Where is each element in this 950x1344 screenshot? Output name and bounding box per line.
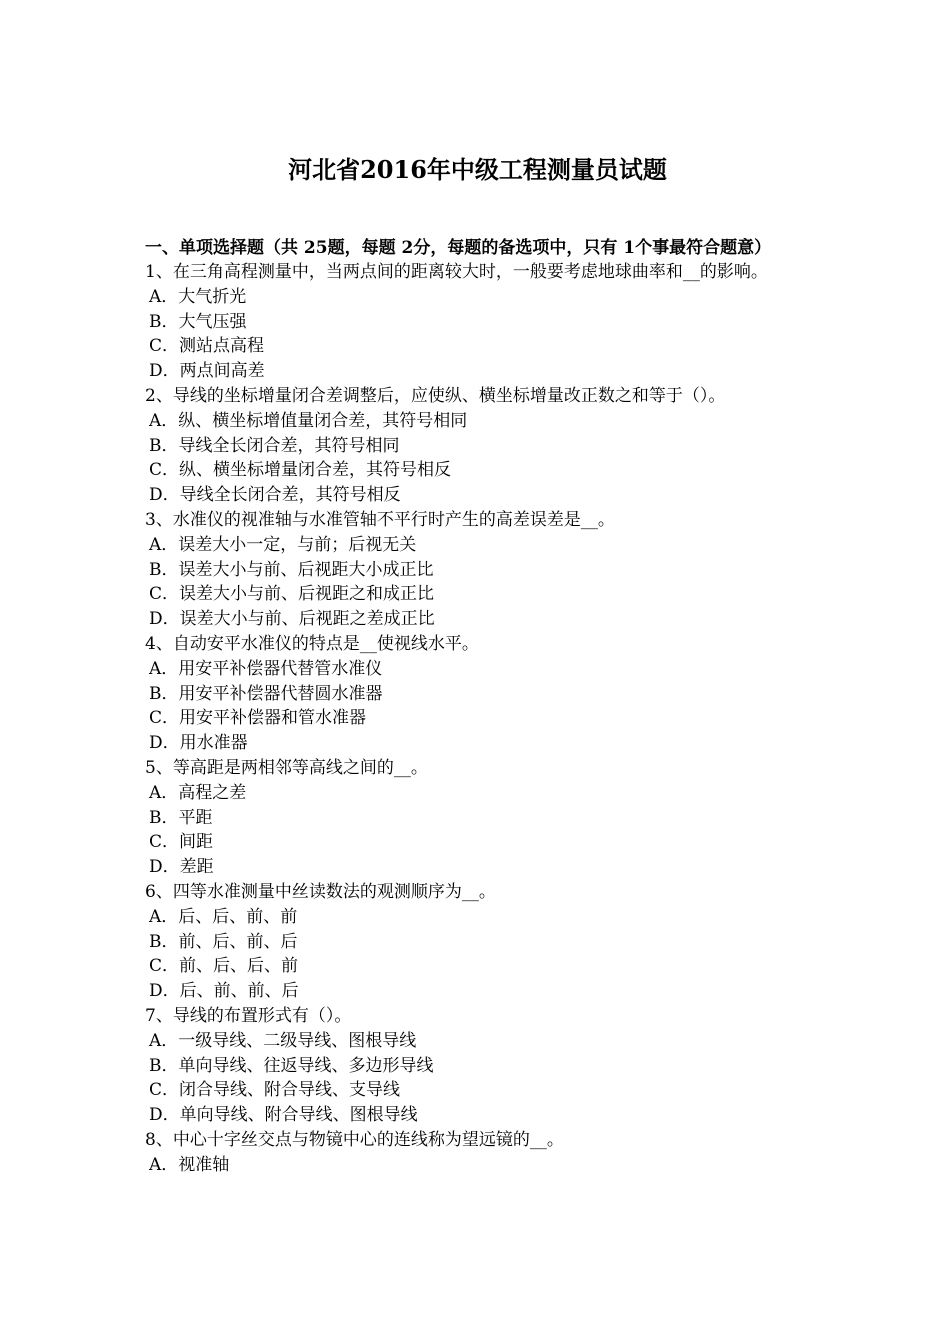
question-text: 5、等高距是两相邻等高线之间的__。 [145,757,428,778]
page-title: 河北省2016年中级工程测量员试题 [288,155,667,184]
question-text: 4、自动安平水准仪的特点是__使视线水平。 [145,633,479,654]
answer-option: A．高程之差 [149,782,247,803]
answer-option: A．误差大小一定，与前；后视无关 [149,534,417,555]
answer-option: D．单向导线、附合导线、图根导线 [149,1105,418,1126]
answer-option: C．纵、横坐标增量闭合差，其符号相反 [149,460,452,481]
answer-option: C．前、后、后、前 [149,956,299,977]
answer-option: D．两点间高差 [149,361,265,382]
question-text: 6、四等水准测量中丝读数法的观测顺序为__。 [145,881,496,902]
question-list [145,260,810,1177]
answer-option: B．单向导线、往返导线、多边形导线 [149,1055,434,1076]
answer-option: B．导线全长闭合差，其符号相同 [149,435,400,456]
answer-option: A．后、后、前、前 [149,906,298,927]
answer-option: D．后、前、前、后 [149,981,299,1002]
answer-option: A．视准轴 [149,1154,230,1175]
answer-option: A．用安平补偿器代替管水准仪 [149,658,383,679]
question-text: 2、导线的坐标增量闭合差调整后，应使纵、横坐标增量改正数之和等于（）。 [145,385,726,406]
answer-option: D．差距 [149,857,214,878]
answer-option: A．大气折光 [149,286,247,307]
answer-option: A．一级导线、二级导线、图根导线 [149,1030,417,1051]
section-heading: 一、单项选择题（共 25题，每题 2分，每题的备选项中，只有 1个事最符合题意） [145,238,772,258]
question-text: 3、水准仪的视准轴与水准管轴不平行时产生的高差误差是__。 [145,509,615,530]
answer-option: C．误差大小与前、后视距之和成正比 [149,584,435,605]
answer-option: C．间距 [149,832,214,853]
answer-option: B．误差大小与前、后视距大小成正比 [149,559,434,580]
answer-option: B．大气压强 [149,311,247,332]
answer-option: D．用水准器 [149,733,248,754]
answer-option: B．前、后、前、后 [149,931,298,952]
answer-option: C．用安平补偿器和管水准器 [149,708,367,729]
answer-option: A．纵、横坐标增值量闭合差，其符号相同 [149,410,468,431]
answer-option: B．平距 [149,807,213,828]
answer-option: C．测站点高程 [149,336,265,357]
question-text: 8、中心十字丝交点与物镜中心的连线称为望远镜的__。 [145,1129,564,1150]
question-text: 1、在三角高程测量中，当两点间的距离较大时，一般要考虑地球曲率和__的影响。 [145,262,768,282]
question-text: 7、导线的布置形式有（）。 [145,1005,352,1026]
answer-option: D．导线全长闭合差，其符号相反 [149,485,401,506]
answer-option: C．闭合导线、附合导线、支导线 [149,1080,401,1101]
answer-option: B．用安平补偿器代替圆水准器 [149,683,383,704]
answer-option: D．误差大小与前、后视距之差成正比 [149,609,435,630]
